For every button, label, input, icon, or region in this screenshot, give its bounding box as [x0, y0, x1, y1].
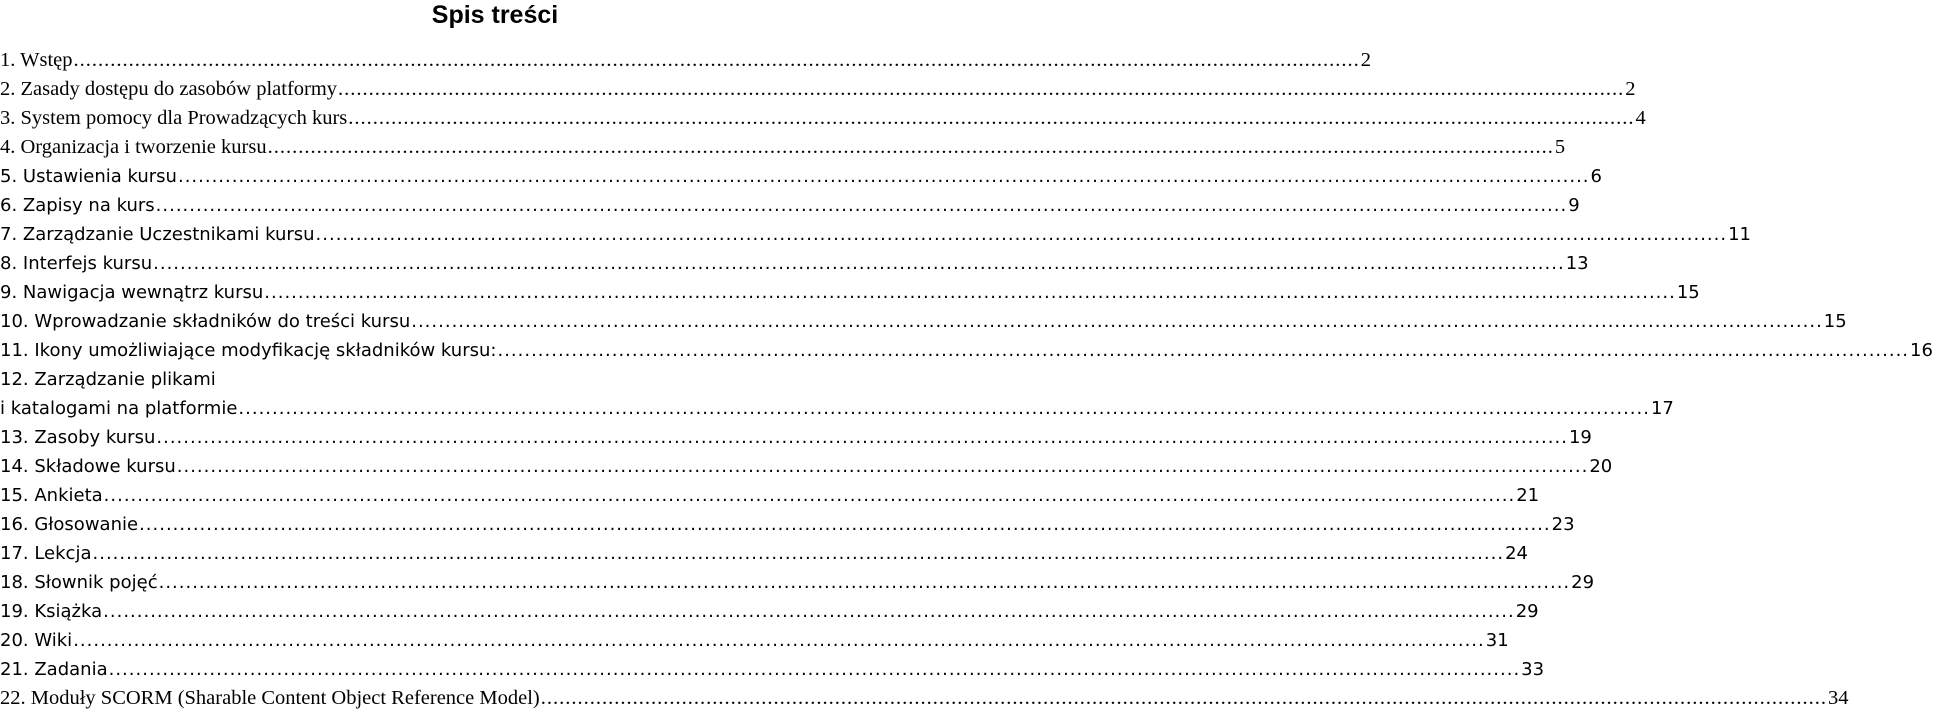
- dot-leader: [73, 626, 1485, 655]
- toc-entry-page: 2: [1625, 78, 1636, 100]
- dot-leader: [348, 104, 1634, 133]
- toc-entry[interactable]: [0, 539, 1528, 568]
- toc-entry-label: 22. Moduły SCORM (Sharable Content Object Reference Model): [0, 687, 540, 709]
- toc-entry-page: 9: [1568, 195, 1580, 216]
- toc-entry[interactable]: [0, 278, 1700, 307]
- toc-entry-label: 1. Wstęp: [0, 49, 73, 71]
- dot-leader: [316, 220, 1728, 249]
- dot-leader: [268, 133, 1554, 162]
- toc-entry-label: 5. Ustawienia kursu: [0, 166, 177, 187]
- toc-entry[interactable]: [0, 307, 1847, 336]
- toc-entry-label: 8. Interfejs kursu: [0, 253, 153, 274]
- toc-entry-label: 9. Nawigacja wewnątrz kursu: [0, 282, 264, 303]
- toc-entry-label: 11. Ikony umożliwiające modyfikację składników kursu:: [0, 340, 497, 361]
- dot-leader: [178, 162, 1590, 191]
- toc-entry-label: 3. System pomocy dla Prowadzących kurs: [0, 107, 348, 129]
- toc-entry-page: 2: [1360, 49, 1372, 71]
- toc-entry-label: 6. Zapisy na kurs: [0, 195, 155, 216]
- toc-entry-page: 29: [1515, 601, 1539, 622]
- toc-entry-label: 2. Zasady dostępu do zasobów platformy: [0, 78, 338, 100]
- toc-entry[interactable]: [0, 568, 1595, 597]
- toc-entry-page: 20: [1589, 456, 1613, 477]
- toc-entry-page: 11: [1728, 224, 1752, 245]
- toc-entry-label: 4. Organizacja i tworzenie kursu: [0, 136, 267, 158]
- toc-entry-label: 15. Ankieta: [0, 485, 103, 506]
- toc-entry[interactable]: [0, 626, 1509, 655]
- toc-entry-label: 12. Zarządzanie plikami: [0, 369, 216, 390]
- toc-entry-label: 10. Wprowadzanie składników do treści kursu: [0, 311, 411, 332]
- toc-entry-page: 15: [1823, 311, 1847, 332]
- dot-leader: [153, 249, 1565, 278]
- toc-entry-page: 6: [1590, 166, 1602, 187]
- toc-entry-page: 15: [1676, 282, 1700, 303]
- toc-entry-label: 7. Zarządzanie Uczestnikami kursu: [0, 224, 315, 245]
- dot-leader: [104, 481, 1516, 510]
- toc-entry[interactable]: [0, 162, 1602, 191]
- toc-entry-label: i katalogami na platformie: [0, 398, 238, 419]
- dot-leader: [264, 278, 1676, 307]
- toc-entry[interactable]: [0, 133, 1566, 162]
- toc-entry-page: 4: [1635, 107, 1646, 129]
- toc-entry-page: 19: [1568, 427, 1592, 448]
- toc-entry[interactable]: [0, 249, 1589, 278]
- toc-entry[interactable]: [0, 336, 1933, 365]
- dot-leader: [238, 394, 1650, 423]
- toc-entry-page: 5: [1554, 136, 1566, 158]
- toc-entry-label: 20. Wiki: [0, 630, 73, 651]
- dot-leader: [139, 510, 1551, 539]
- toc-entry[interactable]: [0, 220, 1752, 249]
- toc-entry[interactable]: [0, 394, 1674, 423]
- dot-leader: [109, 655, 1521, 684]
- dot-leader: [338, 75, 1624, 104]
- dot-leader: [74, 46, 1360, 75]
- toc-entry[interactable]: [0, 452, 1613, 481]
- dot-leader: [156, 191, 1568, 220]
- dot-leader: [497, 336, 1909, 365]
- toc-entry-label: 18. Słownik pojęć: [0, 572, 158, 593]
- toc-entry-label: 19. Książka: [0, 601, 103, 622]
- toc-entry-first-line[interactable]: [0, 365, 962, 394]
- toc-entry-page: 16: [1910, 340, 1933, 361]
- toc-entry-label: 13. Zasoby kursu: [0, 427, 156, 448]
- toc-entry-page: 23: [1551, 514, 1575, 535]
- dot-leader: [541, 684, 1827, 713]
- toc-entry-page: 24: [1505, 543, 1528, 564]
- toc-entry[interactable]: [0, 655, 1545, 684]
- toc-list: [0, 46, 1933, 713]
- toc-entry-page: 13: [1565, 253, 1589, 274]
- toc-entry-label: 14. Składowe kursu: [0, 456, 176, 477]
- toc-entry-label: 16. Głosowanie: [0, 514, 139, 535]
- toc-entry[interactable]: [0, 191, 1580, 220]
- dot-leader: [156, 423, 1568, 452]
- dot-leader: [159, 568, 1571, 597]
- dot-leader: [103, 597, 1515, 626]
- toc-entry-page: 33: [1521, 659, 1545, 680]
- toc-entry-page: 17: [1650, 398, 1674, 419]
- toc-entry[interactable]: [0, 46, 1372, 75]
- toc-entry[interactable]: [0, 510, 1575, 539]
- dot-leader: [177, 452, 1589, 481]
- toc-entry-page: 29: [1571, 572, 1595, 593]
- toc-entry-label: 17. Lekcja: [0, 543, 92, 564]
- toc-entry[interactable]: [0, 423, 1592, 452]
- toc-entry[interactable]: [0, 481, 1540, 510]
- toc-entry[interactable]: [0, 104, 1646, 133]
- toc-entry-page: 21: [1516, 485, 1540, 506]
- toc-entry[interactable]: [0, 75, 1636, 104]
- dot-leader: [93, 539, 1505, 568]
- toc-entry[interactable]: [0, 684, 1849, 713]
- dot-leader: [411, 307, 1823, 336]
- toc-entry[interactable]: [0, 597, 1539, 626]
- toc-entry-label: 21. Zadania: [0, 659, 108, 680]
- toc-entry-page: 34: [1827, 687, 1849, 709]
- page-title: Spis treści: [431, 1, 559, 29]
- toc-entry-page: 31: [1485, 630, 1509, 651]
